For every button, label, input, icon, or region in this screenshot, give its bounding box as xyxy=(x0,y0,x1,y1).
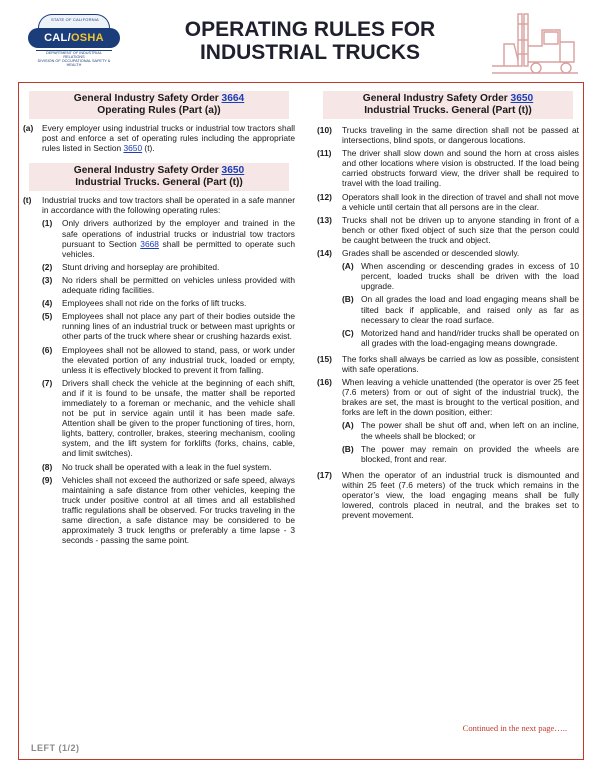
rule-number: (17) xyxy=(317,469,332,480)
subitem-text: When ascending or descending grades in excess of 10 percent, loaded trucks shall be driven with the load upgrade. xyxy=(361,261,579,292)
rule-text: Trucks shall not be driven up to anyone standing in front of a bench or other fixed object of such size that the person could be caught between the truck and object. xyxy=(342,214,579,245)
subitem-text: The power may remain on provided the wheels are blocked, front and rear. xyxy=(361,443,579,464)
rule-number: (4) xyxy=(42,298,53,309)
logo-dept-line1: DEPARTMENT OF INDUSTRIAL RELATIONS xyxy=(46,51,102,59)
rule-number: (6) xyxy=(42,344,53,355)
rule-text: When leaving a vehicle unattended (the operator is over 25 feet (7.6 meters) from or out of sight of the industrial truck), the brakes are set, the mast is brought to the vertical position, and forks are left in the down position, either: xyxy=(342,377,579,418)
rule-item-13 xyxy=(317,215,579,245)
logo-brand-left: CAL xyxy=(44,32,68,44)
rule-text: Drivers shall check the vehicle at the beginning of each shift, and if it is found to be unsafe, the matter shall be reported immediately to a foreman or mechanic, and the vehicle shall not be put in service again until it has been made safe. Attention shall be given to the proper functioning of tires, horn, lights, battery, controller, brakes, steering mechanism, cooling system, and the lift system for forklifts (forks, chains, cable, and limit switches). xyxy=(62,377,295,459)
rule-number: (7) xyxy=(42,377,53,388)
code-link-3650[interactable]: 3650 xyxy=(221,165,245,177)
subitem-label: (A) xyxy=(342,261,354,272)
section-title-prefix: General Industry Safety Order xyxy=(362,93,511,104)
rule-text: No truck shall be operated with a leak in the fuel system. xyxy=(62,461,272,472)
rule-text: No riders shall be permitted on vehicles unless provided with adequate riding facilities. xyxy=(62,274,295,296)
subitem-16-b xyxy=(342,444,579,464)
rule-item-12 xyxy=(317,192,579,212)
rule-text: Employees shall not be allowed to stand, pass, or work under the elevated portion of any industrial truck, loaded or empty, unless it is effectively blocked to prevent it from falling. xyxy=(62,344,295,375)
rule-number: (15) xyxy=(317,353,332,364)
section-title-prefix: General Industry Safety Order xyxy=(73,165,222,177)
section-subtitle: Industrial Trucks. General (Part (t)) xyxy=(75,177,243,189)
seal-text: STATE OF CALIFORNIA xyxy=(51,17,99,22)
rule-item-7 xyxy=(42,378,295,459)
subitem-14-c xyxy=(342,328,579,348)
rule-item-16 xyxy=(317,377,579,417)
rule-number: (8) xyxy=(42,461,53,472)
logo-department xyxy=(36,50,112,67)
para-label: (a) xyxy=(23,123,34,133)
rule-14-subitems xyxy=(342,261,579,348)
rule-16-subitems xyxy=(342,420,579,463)
rule-item-15 xyxy=(317,354,579,374)
rule-number: (12) xyxy=(317,191,332,202)
forklift-icon xyxy=(490,10,580,76)
para-a xyxy=(23,123,295,153)
rule-item-6 xyxy=(42,345,295,375)
logo-brand-bar: CAL/OSHA xyxy=(28,28,120,48)
cal-osha-logo xyxy=(28,14,120,68)
subitem-label: (B) xyxy=(342,294,354,305)
subitem-label: (B) xyxy=(342,443,354,454)
page-label: LEFT (1/2) xyxy=(31,743,80,753)
subitem-14-b xyxy=(342,294,579,324)
code-link-3664[interactable]: 3664 xyxy=(221,93,245,104)
continued-note: Continued in the next page….. xyxy=(462,723,567,733)
rule-number: (3) xyxy=(42,274,53,285)
section-header-3650-right xyxy=(323,91,573,119)
para-t xyxy=(23,195,295,215)
title-line-1: OPERATING RULES FOR xyxy=(184,18,436,41)
subitem-label: (A) xyxy=(342,420,354,431)
subitem-text: The power shall be shut off and, when left on an incline, the wheels shall be blocked; or xyxy=(361,420,579,441)
rule-item-5 xyxy=(42,311,295,341)
rule-item-17 xyxy=(317,470,579,520)
para-text-part: (t). xyxy=(142,143,155,154)
rule-number: (9) xyxy=(42,474,53,485)
subitem-16-a xyxy=(342,420,579,440)
rule-item-4 xyxy=(42,298,295,308)
rule-text: Vehicles shall not exceed the authorized or safe speed, always maintaining a safe distance from other vehicles, keeping the truck under positive control at all times and all established traffic regulations shall be observed. For trucks traveling in the same direction, a safe distance may be considered to be approximately 3 truck lengths or preferably a time lapse - 3 seconds - passing the same point. xyxy=(62,474,295,546)
rule-number: (11) xyxy=(317,148,332,159)
rule-item-8 xyxy=(42,462,295,472)
page-header xyxy=(0,0,600,80)
section-subtitle: Industrial Trucks. General (Part (t)) xyxy=(364,105,532,116)
rule-text: Operators shall look in the direction of travel and shall not move a vehicle until certain that all persons are in the clear. xyxy=(342,191,579,212)
rule-item-3 xyxy=(42,275,295,295)
para-text: Industrial trucks and tow tractors shall be operated in a safe manner in accordance with the following operating rules: xyxy=(42,195,295,216)
subitem-label: (C) xyxy=(342,327,354,338)
section-subtitle: Operating Rules (Part (a)) xyxy=(97,105,221,116)
right-column xyxy=(317,91,579,520)
rule-item-1 xyxy=(42,218,295,258)
state-seal xyxy=(38,14,110,28)
rule-number: (16) xyxy=(317,377,332,388)
rule-text: Employees shall not place any part of their bodies outside the running lines of an industrial truck or between mast uprights or other parts of the truck where shear or crushing hazards exist. xyxy=(62,311,295,342)
section-header-3664 xyxy=(29,91,289,119)
subitem-text: Motorized hand and hand/rider trucks shall be operated on all grades with the load-engaging means downgrade. xyxy=(361,327,579,348)
rule-text: When the operator of an industrial truck is dismounted and within 25 feet (7.6 meters) of the truck which remains in the operator’s view, the load engaging means shall be fully lowered, controls placed in neutral, and the brakes set to prevent movement. xyxy=(342,469,579,521)
page-title xyxy=(150,18,470,64)
code-link-3650[interactable]: 3650 xyxy=(123,143,143,154)
code-link-3668[interactable]: 3668 xyxy=(140,238,159,249)
rule-item-11 xyxy=(317,148,579,188)
rule-item-2 xyxy=(42,262,295,272)
subitem-14-a xyxy=(342,261,579,291)
rule-item-10 xyxy=(317,125,579,145)
rule-number: (10) xyxy=(317,125,332,135)
rule-text xyxy=(62,218,295,258)
rule-number: (5) xyxy=(42,311,53,322)
rule-item-9 xyxy=(42,475,295,546)
rule-number: (2) xyxy=(42,261,53,272)
rule-text: Trucks traveling in the same direction shall not be passed at intersections, blind spots, or dangerous locations. xyxy=(342,125,579,146)
subitem-text: On all grades the load and load engaging means shall be tilted back if applicable, and raised only as far as necessary to clear the road surface. xyxy=(361,294,579,325)
rule-item-14 xyxy=(317,248,579,258)
code-link-3650[interactable]: 3650 xyxy=(510,93,534,104)
section-header-3650 xyxy=(29,163,289,191)
logo-dept-line2: DIVISION OF OCCUPATIONAL SAFETY & HEALTH xyxy=(37,59,111,67)
rule-text: Stunt driving and horseplay are prohibited. xyxy=(62,261,220,272)
para-label: (t) xyxy=(23,195,32,206)
rule-text: The forks shall always be carried as low as possible, consistent with safe operations. xyxy=(342,353,579,374)
rule-number: (1) xyxy=(42,218,53,229)
section-title-prefix: General Industry Safety Order xyxy=(73,93,222,104)
rules-list-left xyxy=(42,218,295,545)
rule-number: (14) xyxy=(317,248,332,259)
rule-text: Employees shall not ride on the forks of lift trucks. xyxy=(62,298,247,309)
rule-text-part: shall be permitted to operate such vehicles. xyxy=(62,238,295,259)
rules-frame xyxy=(18,82,584,760)
logo-brand-right: OSHA xyxy=(70,32,104,44)
rule-text: Grades shall be ascended or descended slowly. xyxy=(342,248,520,259)
title-line-2: INDUSTRIAL TRUCKS xyxy=(199,41,421,64)
para-text xyxy=(42,123,295,153)
rule-text: The driver shall slow down and sound the horn at cross aisles and other locations where vision is obstructed. If the load being carried obstructs forward view, the driver shall be required to travel with the load trailing. xyxy=(342,148,579,189)
left-column xyxy=(23,91,295,545)
rule-text-part: Only drivers authorized by the employer and trained in the safe operations of industrial trucks or industrial tow tractors pursuant to Section xyxy=(62,218,295,249)
rule-number: (13) xyxy=(317,214,332,225)
para-text-part: Every employer using industrial trucks or industrial tow tractors shall post and enforce a set of operating rules including the appropriate rules listed in Section xyxy=(42,123,295,154)
